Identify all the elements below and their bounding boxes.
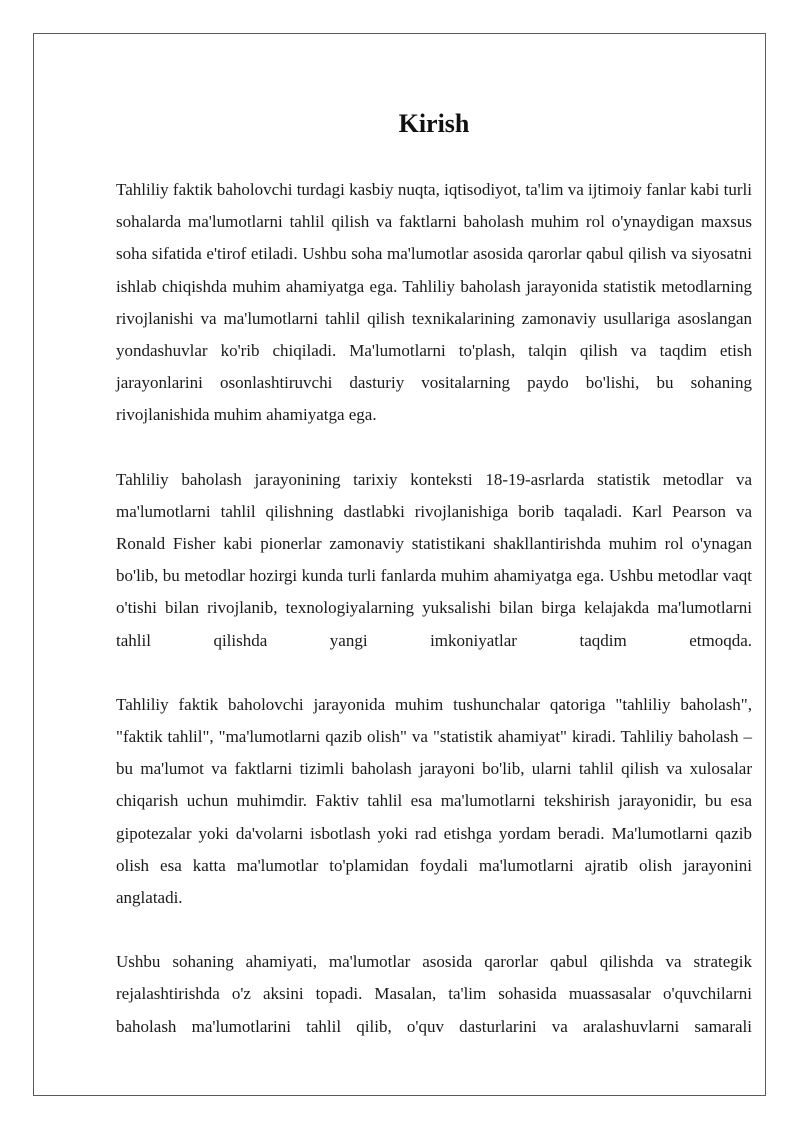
document-title: Kirish <box>398 109 470 138</box>
paragraph-1: Tahliliy faktik baholovchi turdagi kasbiy nuqta, iqtisodiyot, ta'lim va ijtimoiy fanlar kabi turli sohalarda ma'lumotlarni tahlil qilish va faktlarni baholash muhim rol o'ynaydigan maxsus soha sifatida e'tirof etiladi. Ushbu soha ma'lumotlar asosida qarorlar qabul qilish va siyosatni ishlab chiqishda muhim ahamiyatga ega. Tahliliy baholash jarayonida statistik metodlarning rivojlanishi va ma'lumotlarni tahlil qilish texnikalarining zamonaviy usullariga asoslangan yondashuvlar ko'rib chiqiladi. Ma'lumotlarni to'plash, talqin qilish va taqdim etish jarayonlarini osonlashtiruvchi dasturiy vositalarning paydo bo'lishi, bu sohaning rivojlanishida muhim ahamiyatga ega. <box>116 180 752 425</box>
paragraph-4: Ushbu sohaning ahamiyati, ma'lumotlar asosida qarorlar qabul qilishda va strategik rejalashtirishda o'z aksini topadi. Masalan, ta'lim sohasida muassasalar o'quvchilarni baholash ma'lumotlarini tahlil qilib, o'quv dasturlarini va aralashuvlarni samarali <box>116 952 752 1036</box>
paragraph-3: Tahliliy faktik baholovchi jarayonida muhim tushunchalar qatoriga "tahliliy baholash", "faktik tahlil", "ma'lumotlarni qazib olish" va "statistik ahamiyat" kiradi. Tahliliy baholash – bu ma'lumot va faktlarni tizimli baholash jarayoni bo'lib, ularni tahlil qilish va xulosalar chiqarish uchun muhimdir. Faktiv tahlil esa ma'lumotlarni tekshirish jarayonidir, bu esa gipotezalar yoki da'volarni isbotlash yoki rad etishga yordam beradi. Ma'lumotlarni qazib olish esa katta ma'lumotlar to'plamidan foydali ma'lumotlarni ajratib olish jarayonini anglatadi. <box>116 694 752 908</box>
document-page <box>33 33 766 1096</box>
paragraph-2: Tahliliy baholash jarayonining tarixiy konteksti 18-19-asrlarda statistik metodlar va ma'lumotlarni tahlil qilishning dastlabki rivojlanishiga borib taqaladi. Karl Pearson va Ronald Fisher kabi pionerlar zamonaviy statistikani shakllantirishda muhim rol o'ynagan bo'lib, bu metodlar hozirgi kunda turli fanlarda muhim ahamiyatga ega. Ushbu metodlar vaqt o'tishi bilan rivojlanib, texnologiyalarning yuksalishi bilan birga kelajakda ma'lumotlarni tahlil qilishda yangi imkoniyatlar taqdim etmoqda. <box>116 469 752 650</box>
document-body <box>116 108 752 1075</box>
